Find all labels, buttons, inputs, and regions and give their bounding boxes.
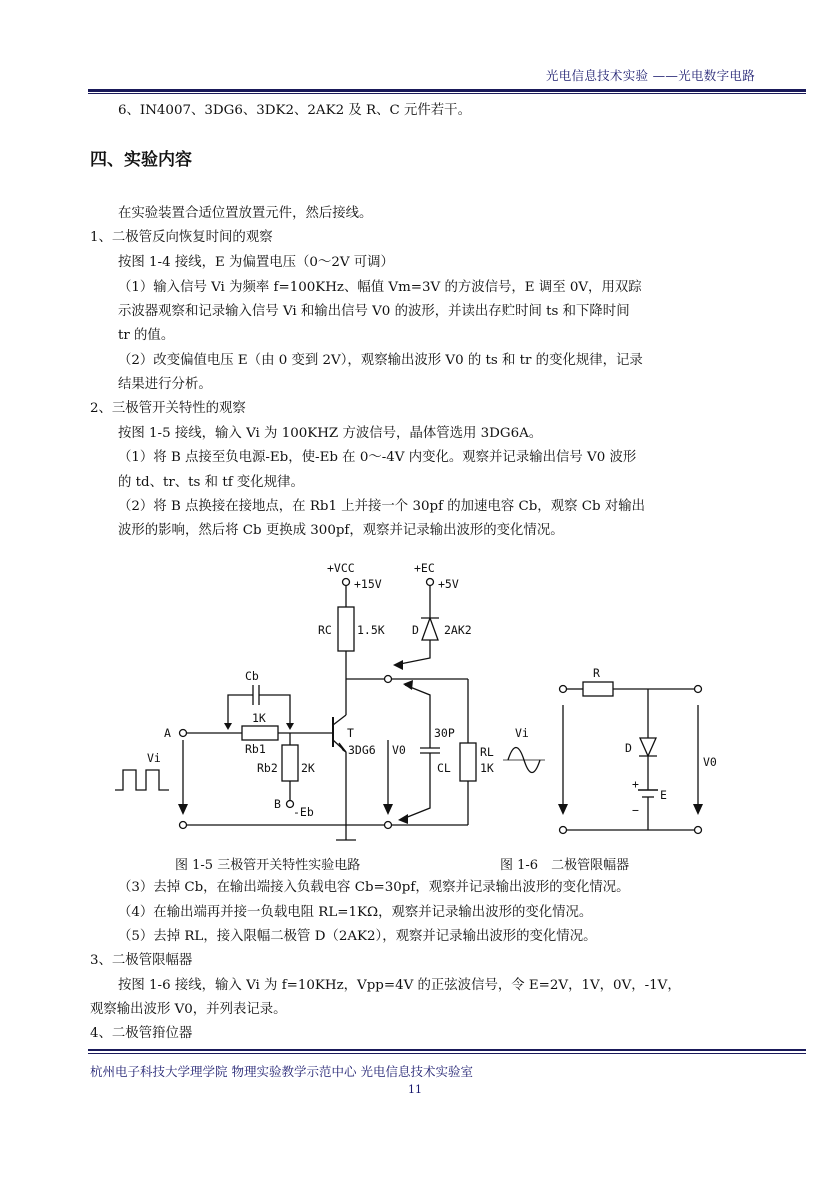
figure-1-5-caption: 图 1-5 三极管开关特性实验电路 (175, 858, 361, 873)
text-line: 示波器观察和记录输入信号 Vi 和输出信号 V0 的波形，并读出存贮时间 ts 和下降时间 (118, 304, 630, 319)
text-line: 3、二极管限幅器 (90, 953, 193, 968)
text-line: （1）将 B 点接至负电源-Eb，使-Eb 在 0～-4V 内变化。观察并记录输出信号 V0 波形 (118, 450, 637, 465)
label-d-16: D (625, 741, 632, 755)
label-cb: Cb (245, 669, 259, 683)
text-line: 1、二极管反向恢复时间的观察 (90, 230, 273, 245)
text-line: 2、三极管开关特性的观察 (90, 401, 246, 416)
text-line: 波形的影响，然后将 Cb 更换成 300pf，观察并记录输出波形的变化情况。 (118, 523, 564, 538)
footer-rule (88, 1049, 806, 1051)
page-number: 11 (408, 1083, 422, 1096)
section-title: 四、实验内容 (90, 150, 192, 170)
label-rl-value: 1K (480, 761, 494, 775)
label-rc-value: 1.5K (357, 623, 385, 637)
text-line: 4、二极管箝位器 (90, 1026, 193, 1041)
label-30p: 30P (434, 726, 455, 740)
label-r: R (593, 666, 600, 680)
footer-rule-thin (88, 1053, 806, 1054)
label-e: E (660, 788, 667, 802)
text-line: （2）改变偏值电压 E（由 0 变到 2V），观察输出波形 V0 的 ts 和 tr 的变化规律，记录 (118, 353, 643, 368)
text-line: （1）输入信号 Vi 为频率 f=100KHz、幅值 Vm=3V 的方波信号，E 调至 0V，用双踪 (118, 280, 642, 295)
text-line: 观察输出波形 V0，并列表记录。 (90, 1002, 287, 1017)
label-minus: − (632, 803, 639, 817)
text-line: 的 td、tr、ts 和 tf 变化规律。 (118, 475, 304, 490)
label-1k: 1K (252, 711, 266, 725)
label-rb1: Rb1 (245, 742, 266, 756)
figure-1-6-caption: 图 1-6 二极管限幅器 (500, 858, 630, 873)
label-v0-16: V0 (703, 755, 717, 769)
text-line: 按图 1-5 接线，输入 Vi 为 100KHZ 方波信号，晶体管选用 3DG6A。 (118, 426, 543, 441)
label-t: T (347, 726, 354, 740)
label-a: A (164, 726, 171, 740)
label-ec: +EC (414, 561, 435, 575)
text-line: tr 的值。 (118, 328, 175, 343)
text-line: 结果进行分析。 (118, 377, 212, 392)
label-vcc: +VCC (327, 561, 355, 575)
label-rc: RC (318, 623, 332, 637)
text-line: （2）将 B 点换接在接地点，在 Rb1 上并接一个 30pf 的加速电容 Cb，观察 Cb 对输出 (118, 499, 645, 514)
label-eb: -Eb (293, 805, 314, 819)
text-line: （3）去掉 Cb，在输出端接入负载电容 Cb=30pf，观察并记录输出波形的变化情况。 (118, 880, 630, 895)
label-plus: + (632, 777, 639, 791)
text-line: （5）去掉 RL，接入限幅二极管 D（2AK2），观察并记录输出波形的变化情况。 (118, 929, 597, 944)
label-vcc-value: +15V (354, 577, 382, 591)
footer-institution: 杭州电子科技大学理学院 物理实验教学示范中心 光电信息技术实验室 (90, 1064, 473, 1079)
label-vi-16: Vi (515, 726, 529, 740)
label-cl: CL (437, 761, 451, 775)
text-line: 按图 1-4 接线，E 为偏置电压（0～2V 可调） (118, 255, 394, 270)
label-rl: RL (480, 745, 494, 759)
text-line: （4）在输出端再并接一负载电阻 RL=1KΩ，观察并记录输出波形的变化情况。 (118, 905, 593, 920)
running-header: 光电信息技术实验 ——光电数字电路 (545, 68, 755, 83)
text-line: 按图 1-6 接线，输入 Vi 为 f=10KHz，Vpp=4V 的正弦波信号，令 E=2V，1V，0V，-1V， (118, 978, 681, 993)
label-v0: V0 (392, 743, 406, 757)
label-b: B (274, 797, 281, 811)
label-2k: 2K (301, 761, 315, 775)
text-line: 6、IN4007、3DG6、3DK2、2AK2 及 R、C 元件若干。 (118, 103, 471, 118)
label-d-model: 2AK2 (444, 623, 472, 637)
label-model: 3DG6 (348, 743, 376, 757)
label-vi: Vi (147, 751, 161, 765)
label-d: D (412, 623, 419, 637)
text-line: 在实验装置合适位置放置元件，然后接线。 (118, 206, 373, 221)
label-rb2: Rb2 (257, 761, 278, 775)
label-ec-value: +5V (438, 577, 459, 591)
